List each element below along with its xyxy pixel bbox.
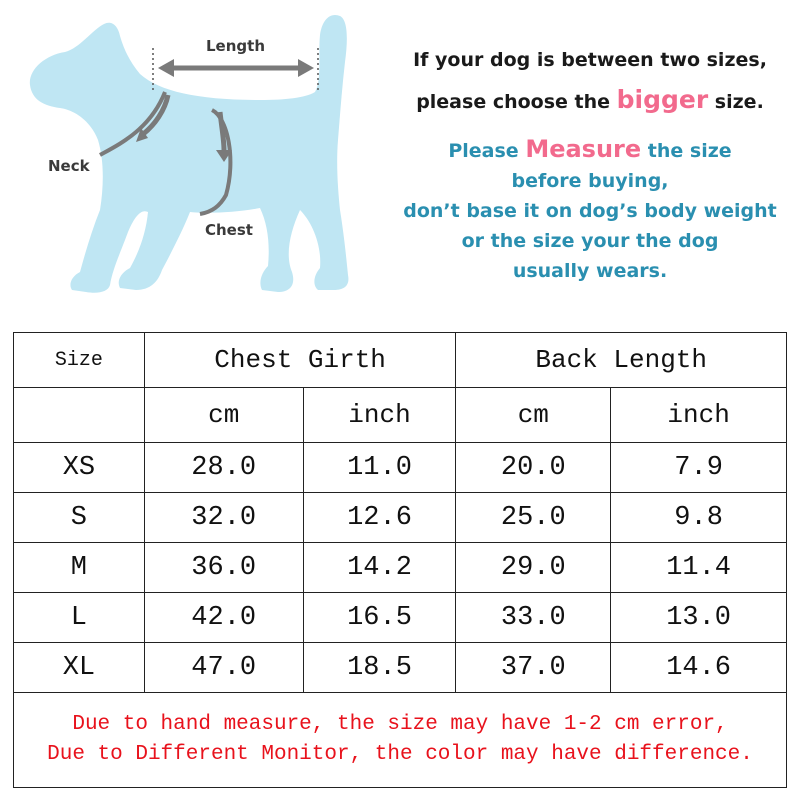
back-cm-cell: 33.0	[456, 593, 611, 643]
size-advice-pre: please choose the	[416, 91, 617, 113]
chest-inch-cell: 18.5	[303, 643, 456, 693]
table-row	[14, 593, 787, 643]
size-chart-table	[13, 332, 787, 788]
back-inch-cell: 11.4	[611, 543, 787, 593]
disclaimer-cell	[14, 693, 787, 788]
measure-advice-line4: or the size your the dog	[461, 230, 719, 252]
back-cm-cell: 20.0	[456, 443, 611, 493]
chest-cm-cell: 47.0	[144, 643, 303, 693]
back-cm-cell: 37.0	[456, 643, 611, 693]
dog-measurement-diagram	[0, 0, 380, 320]
size-cell: L	[14, 593, 145, 643]
measure-advice-pre: Please	[448, 140, 526, 162]
size-advice-post: size.	[708, 91, 764, 113]
size-column-header: Size	[14, 333, 145, 388]
chest-cm-cell: 36.0	[144, 543, 303, 593]
back-inch-cell: 9.8	[611, 493, 787, 543]
unit-blank-cell	[14, 388, 145, 443]
size-cell: M	[14, 543, 145, 593]
measure-advice-line5: usually wears.	[512, 260, 668, 282]
measure-advice-line3: don’t base it on dog’s body weight	[403, 200, 777, 222]
measure-advice-line1	[380, 134, 800, 166]
chest-inch-header: inch	[303, 388, 456, 443]
size-advice-line2	[380, 80, 800, 122]
measure-advice	[380, 134, 800, 286]
measure-highlight: Measure	[525, 135, 642, 163]
back-inch-header: inch	[611, 388, 787, 443]
chest-cm-cell: 42.0	[144, 593, 303, 643]
chest-inch-cell: 12.6	[303, 493, 456, 543]
back-inch-cell: 13.0	[611, 593, 787, 643]
size-advice-line1: If your dog is between two sizes,	[413, 49, 767, 71]
back-cm-cell: 29.0	[456, 543, 611, 593]
back-length-header: Back Length	[456, 333, 787, 388]
sizing-notes	[380, 40, 800, 286]
measure-advice-line2: before buying,	[511, 170, 669, 192]
chest-label: Chest	[205, 221, 253, 239]
back-cm-header: cm	[456, 388, 611, 443]
chest-inch-cell: 11.0	[303, 443, 456, 493]
back-cm-cell: 25.0	[456, 493, 611, 543]
chest-girth-header: Chest Girth	[144, 333, 456, 388]
chest-cm-cell: 32.0	[144, 493, 303, 543]
chest-inch-cell: 16.5	[303, 593, 456, 643]
table-header-row	[14, 333, 787, 388]
back-inch-cell: 7.9	[611, 443, 787, 493]
disclaimer-line1: Due to hand measure, the size may have 1-2 cm error,	[72, 713, 728, 736]
size-cell: S	[14, 493, 145, 543]
back-inch-cell: 14.6	[611, 643, 787, 693]
unit-header-row	[14, 388, 787, 443]
disclaimer-line2: Due to Different Monitor, the color may have difference.	[47, 743, 753, 766]
size-advice	[380, 40, 800, 122]
size-cell: XS	[14, 443, 145, 493]
bigger-highlight: bigger	[616, 85, 709, 114]
chest-cm-header: cm	[144, 388, 303, 443]
table-row	[14, 543, 787, 593]
table-footer-row	[14, 693, 787, 788]
chest-inch-cell: 14.2	[303, 543, 456, 593]
neck-label: Neck	[48, 157, 90, 175]
table-row	[14, 643, 787, 693]
size-cell: XL	[14, 643, 145, 693]
measure-advice-post: the size	[641, 140, 732, 162]
chest-cm-cell: 28.0	[144, 443, 303, 493]
table-row	[14, 443, 787, 493]
length-label: Length	[206, 37, 265, 55]
table-row	[14, 493, 787, 543]
